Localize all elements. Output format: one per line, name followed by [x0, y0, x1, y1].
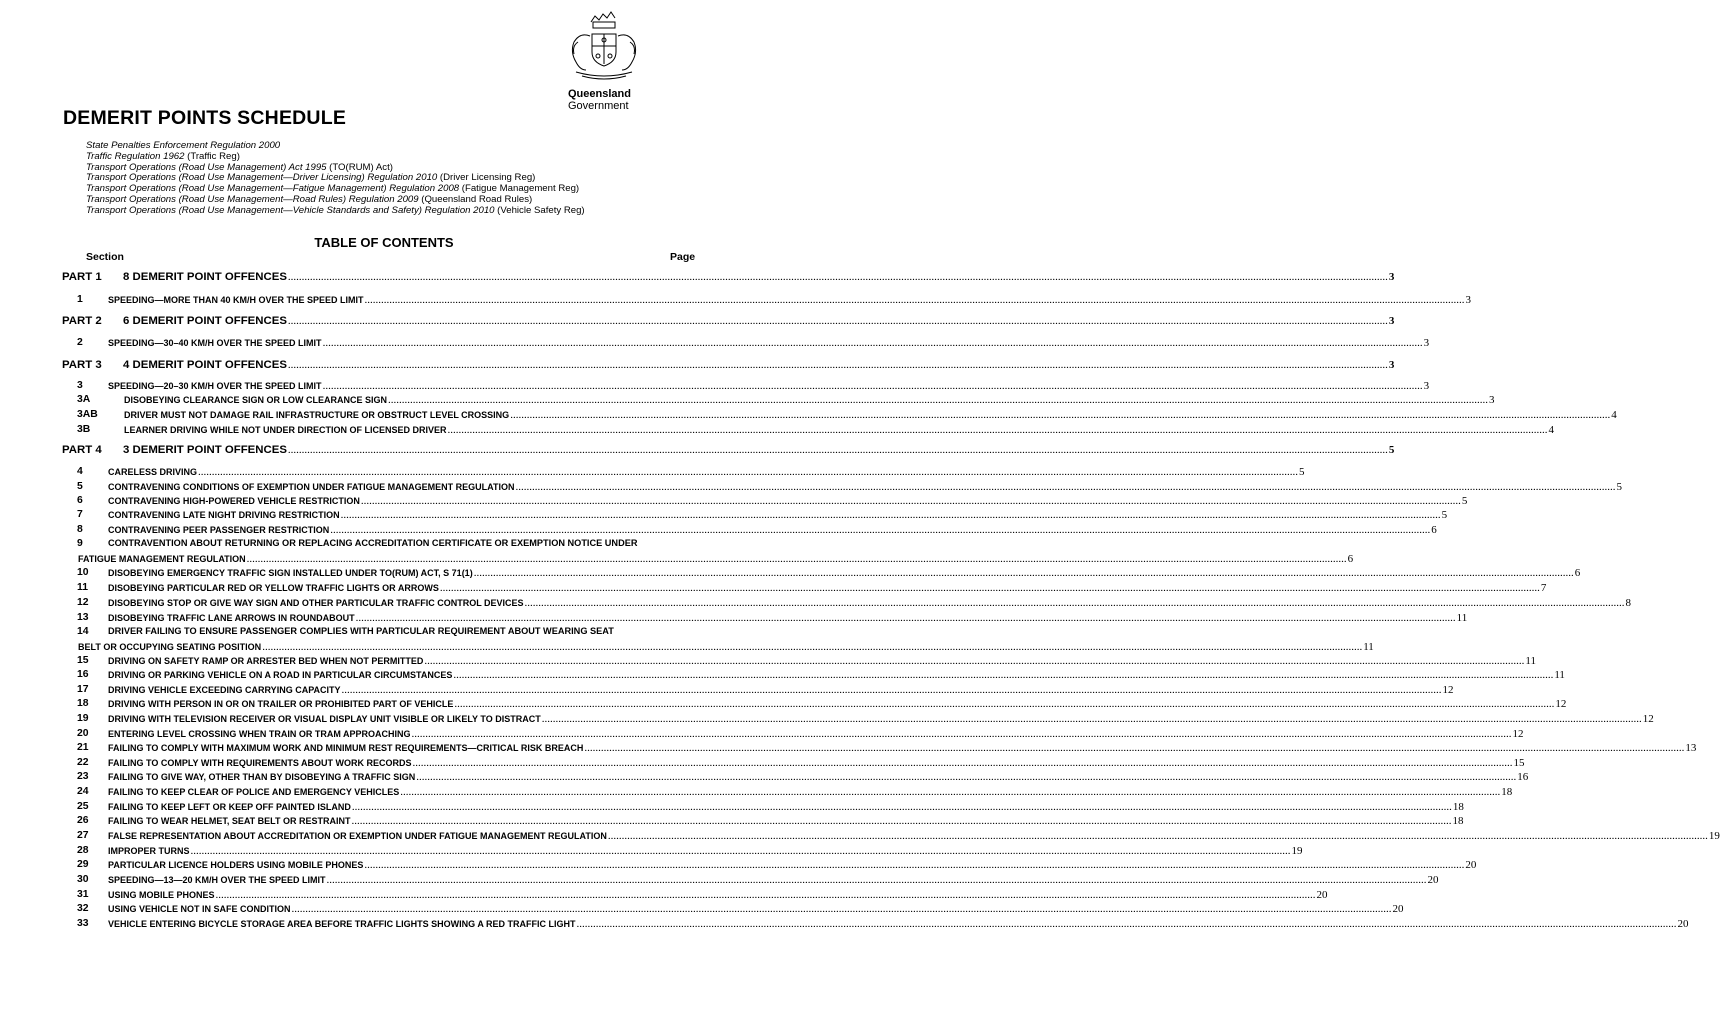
- regulation-title: State Penalties Enforcement Regulation 2000: [86, 140, 281, 151]
- dot-leader: ................................................................................................................................................................................................................................................................................................................................................................................................................: [447, 424, 1548, 436]
- page-number: 5: [1299, 466, 1305, 478]
- section-number: 8: [77, 524, 83, 535]
- page-number: 3: [1423, 380, 1430, 392]
- dot-leader: ................................................................................................................................................................................................................................................................................................................................................................................................................: [411, 728, 1512, 740]
- section-title: SPEEDING—13—20 KM/H OVER THE SPEED LIMIT: [108, 875, 326, 885]
- dot-leader: ................................................................................................................................................................................................................................................................................................................................................................................................................: [524, 597, 1625, 609]
- section-title: SPEEDING—30–40 KM/H OVER THE SPEED LIMIT: [108, 338, 322, 348]
- toc-entry[interactable]: [0, 771, 1529, 785]
- section-number: 2: [77, 337, 83, 348]
- dot-leader: ................................................................................................................................................................................................................................................................................................................................................................................................................: [576, 918, 1677, 930]
- dot-leader: ................................................................................................................................................................................................................................................................................................................................................................................................................: [439, 582, 1540, 594]
- toc-entry[interactable]: [0, 394, 1495, 408]
- toc-entry[interactable]: [0, 337, 1430, 351]
- page-number: 13: [1685, 742, 1697, 754]
- regulation-abbreviation: (Driver Licensing Reg): [437, 172, 536, 184]
- toc-entry[interactable]: [0, 567, 1581, 581]
- toc-entry[interactable]: [0, 495, 1468, 509]
- section-title: DISOBEYING PARTICULAR RED OR YELLOW TRAFFIC LIGHTS OR ARROWS: [108, 583, 439, 593]
- section-title: DRIVING OR PARKING VEHICLE ON A ROAD IN PARTICULAR CIRCUMSTANCES: [108, 670, 453, 680]
- dot-leader: ................................................................................................................................................................................................................................................................................................................................................................................................................: [473, 567, 1574, 579]
- toc-entry[interactable]: [0, 669, 1565, 683]
- page-number: 3: [1388, 271, 1395, 283]
- section-title-continued: BELT OR OCCUPYING SEATING POSITION: [78, 642, 262, 652]
- dot-leader: ................................................................................................................................................................................................................................................................................................................................................................................................................: [340, 509, 1441, 521]
- section-title: FAILING TO COMPLY WITH REQUIREMENTS ABOUT WORK RECORDS: [108, 758, 412, 768]
- section-title: DRIVER FAILING TO ENSURE PASSENGER COMPLIES WITH PARTICULAR REQUIREMENT ABOUT WEARING SEAT: [108, 626, 614, 636]
- section-number: 1: [77, 294, 83, 305]
- section-title: ENTERING LEVEL CROSSING WHEN TRAIN OR TRAM APPROACHING: [108, 729, 411, 739]
- dot-leader: ................................................................................................................................................................................................................................................................................................................................................................................................................: [607, 830, 1708, 842]
- dot-leader: ................................................................................................................................................................................................................................................................................................................................................................................................................: [454, 698, 1555, 710]
- dot-leader: ................................................................................................................................................................................................................................................................................................................................................................................................................: [190, 845, 1291, 857]
- dot-leader: ................................................................................................................................................................................................................................................................................................................................................................................................................: [388, 394, 1489, 406]
- section-number: 23: [77, 771, 89, 782]
- dot-leader: ................................................................................................................................................................................................................................................................................................................................................................................................................: [364, 294, 1465, 306]
- page-number: 18: [1452, 801, 1464, 813]
- section-title: DISOBEYING STOP OR GIVE WAY SIGN AND OTHER PARTICULAR TRAFFIC CONTROL DEVICES: [108, 598, 524, 608]
- section-title: DRIVING WITH PERSON IN OR ON TRAILER OR PROHIBITED PART OF VEHICLE: [108, 699, 454, 709]
- regulation-abbreviation: (Fatigue Management Reg): [459, 183, 580, 195]
- dot-leader: ................................................................................................................................................................................................................................................................................................................................................................................................................: [416, 771, 1517, 783]
- page-number: 6: [1574, 567, 1581, 579]
- part-title: 3 DEMERIT POINT OFFENCES: [123, 444, 287, 456]
- section-title-continued: FATIGUE MANAGEMENT REGULATION: [78, 554, 246, 564]
- page-number: 20: [1427, 874, 1439, 886]
- toc-entry[interactable]: [0, 845, 1303, 859]
- section-number: 33: [77, 918, 89, 929]
- section-number: 18: [77, 698, 89, 709]
- section-number: 15: [77, 655, 89, 666]
- page-number: 4: [1548, 424, 1555, 436]
- toc-entry[interactable]: [0, 698, 1567, 712]
- toc-entry[interactable]: [0, 626, 768, 640]
- section-title: FAILING TO GIVE WAY, OTHER THAN BY DISOBEYING A TRAFFIC SIGN: [108, 772, 416, 782]
- toc-entry[interactable]: [0, 509, 1448, 523]
- toc-entry[interactable]: [0, 538, 768, 552]
- toc-entry[interactable]: [0, 597, 1632, 611]
- section-number: 12: [77, 597, 89, 608]
- toc-entry[interactable]: [0, 786, 1513, 800]
- regulation-title: Transport Operations (Road Use Management—Fatigue Management) Regulation 2008: [86, 183, 460, 195]
- toc-entry[interactable]: [0, 655, 1536, 669]
- page-number: 20: [1316, 889, 1328, 901]
- regulation-title: Transport Operations (Road Use Management—Vehicle Standards and Safety) Regulation 2010: [86, 204, 495, 216]
- dot-leader: ................................................................................................................................................................................................................................................................................................................................................................................................................: [360, 495, 1461, 507]
- section-number: 3A: [77, 394, 91, 405]
- section-title: USING VEHICLE NOT IN SAFE CONDITION: [108, 904, 291, 914]
- section-number: 13: [77, 612, 89, 623]
- page-number: 11: [1363, 641, 1374, 653]
- dot-leader: ................................................................................................................................................................................................................................................................................................................................................................................................................: [326, 874, 1427, 886]
- dot-leader: ................................................................................................................................................................................................................................................................................................................................................................................................................: [322, 380, 1423, 392]
- page-number: 5: [1388, 444, 1395, 456]
- section-number: 26: [77, 815, 89, 826]
- regulation-abbreviation: (TO(RUM) Act): [326, 161, 393, 173]
- toc-entry[interactable]: [0, 466, 1305, 480]
- section-number: 20: [77, 728, 89, 739]
- section-number: 17: [77, 684, 89, 695]
- section-title: SPEEDING—20–30 KM/H OVER THE SPEED LIMIT: [108, 381, 322, 391]
- regulation-title: Transport Operations (Road Use Management—Road Rules) Regulation 2009: [86, 193, 419, 205]
- section-number: 3B: [77, 424, 91, 435]
- page-number: 3: [1423, 337, 1430, 349]
- section-title: DRIVING ON SAFETY RAMP OR ARRESTER BED WHEN NOT PERMITTED: [108, 656, 424, 666]
- section-number: 32: [77, 903, 89, 914]
- section-title: FAILING TO KEEP CLEAR OF POLICE AND EMERGENCY VEHICLES: [108, 787, 400, 797]
- dot-leader: ................................................................................................................................................................................................................................................................................................................................................................................................................: [262, 641, 1363, 653]
- toc-entry[interactable]: [0, 524, 1437, 538]
- toc-entry[interactable]: [0, 684, 1454, 698]
- page-number: 5: [1461, 495, 1468, 507]
- toc-entry-continuation[interactable]: [0, 641, 1374, 655]
- page-number: 16: [1517, 771, 1529, 783]
- toc-title: TABLE OF CONTENTS: [314, 235, 454, 250]
- section-number: 31: [77, 889, 89, 900]
- page-number: 8: [1625, 597, 1632, 609]
- section-number: 16: [77, 669, 89, 680]
- page-number: 20: [1677, 918, 1689, 930]
- section-title: CONTRAVENING LATE NIGHT DRIVING RESTRICTION: [108, 510, 340, 520]
- dot-leader: ................................................................................................................................................................................................................................................................................................................................................................................................................: [412, 757, 1513, 769]
- page-number: 11: [1525, 655, 1536, 667]
- toc-entry[interactable]: [0, 830, 1720, 844]
- section-number: 28: [77, 845, 89, 856]
- dot-leader: ................................................................................................................................................................................................................................................................................................................................................................................................................: [400, 786, 1501, 798]
- section-number: 14: [77, 626, 89, 637]
- regulation-abbreviation: (Queensland Road Rules): [418, 193, 533, 205]
- toc-entry[interactable]: [0, 481, 1623, 495]
- page-number: 3: [1489, 394, 1495, 406]
- section-number: 7: [77, 509, 83, 520]
- coat-of-arms-icon: [556, 12, 646, 90]
- section-title: LEARNER DRIVING WHILE NOT UNDER DIRECTION OF LICENSED DRIVER: [124, 425, 447, 435]
- page-number: 15: [1513, 757, 1525, 769]
- toc-entry[interactable]: [0, 859, 1477, 873]
- section-title: CONTRAVENING HIGH-POWERED VEHICLE RESTRICTION: [108, 496, 360, 506]
- page-number: 19: [1291, 845, 1303, 857]
- section-number: 30: [77, 874, 89, 885]
- part-title: 8 DEMERIT POINT OFFENCES: [123, 271, 287, 283]
- section-title: DRIVING WITH TELEVISION RECEIVER OR VISUAL DISPLAY UNIT VISIBLE OR LIKELY TO DISTRACT: [108, 714, 541, 724]
- dot-leader: ................................................................................................................................................................................................................................................................................................................................................................................................................: [330, 524, 1431, 536]
- dot-leader: ................................................................................................................................................................................................................................................................................................................................................................................................................: [424, 655, 1525, 667]
- dot-leader: ................................................................................................................................................................................................................................................................................................................................................................................................................: [341, 684, 1442, 696]
- page-number: 20: [1465, 859, 1477, 871]
- toc-entry[interactable]: [0, 903, 1404, 917]
- section-title: DISOBEYING TRAFFIC LANE ARROWS IN ROUNDABOUT: [108, 613, 355, 623]
- page-number: 3: [1388, 359, 1395, 371]
- toc-entry[interactable]: [0, 380, 1430, 394]
- section-number: 21: [77, 742, 89, 753]
- toc-section-header: Section: [86, 251, 124, 263]
- toc-entry-continuation[interactable]: [0, 553, 1354, 567]
- section-number: 3AB: [77, 409, 98, 420]
- dot-leader: ................................................................................................................................................................................................................................................................................................................................................................................................................: [515, 481, 1616, 493]
- dot-leader: ................................................................................................................................................................................................................................................................................................................................................................................................................: [510, 409, 1611, 421]
- dot-leader: ................................................................................................................................................................................................................................................................................................................................................................................................................: [453, 669, 1554, 681]
- page-number: 4: [1611, 409, 1617, 421]
- toc-entry[interactable]: [0, 742, 1697, 756]
- toc-entry[interactable]: [0, 713, 1654, 727]
- section-number: 11: [77, 582, 88, 593]
- dot-leader: ................................................................................................................................................................................................................................................................................................................................................................................................................: [291, 903, 1392, 915]
- dot-leader: ................................................................................................................................................................................................................................................................................................................................................................................................................: [364, 859, 1465, 871]
- section-number: 24: [77, 786, 89, 797]
- section-number: 5: [77, 481, 83, 492]
- page-number: 3: [1388, 315, 1395, 327]
- section-number: 4: [77, 466, 83, 477]
- toc-entry[interactable]: [0, 728, 1524, 742]
- dot-leader: ................................................................................................................................................................................................................................................................................................................................................................................................................: [246, 553, 1347, 565]
- government-name: Queensland: [568, 88, 631, 100]
- section-title: FALSE REPRESENTATION ABOUT ACCREDITATION OR EXEMPTION UNDER FATIGUE MANAGEMENT REGULATION: [108, 831, 607, 841]
- section-title: FAILING TO KEEP LEFT OR KEEP OFF PAINTED ISLAND: [108, 802, 351, 812]
- toc-part-heading[interactable]: [0, 359, 1395, 373]
- page-number: 18: [1501, 786, 1513, 798]
- toc-entry[interactable]: [0, 757, 1525, 771]
- section-number: 9: [77, 538, 83, 549]
- regulation-title: Transport Operations (Road Use Management—Driver Licensing) Regulation 2010: [86, 172, 438, 184]
- section-number: 10: [77, 567, 89, 578]
- toc-entry[interactable]: [0, 874, 1439, 888]
- dot-leader: ................................................................................................................................................................................................................................................................................................................................................................................................................: [287, 315, 1388, 327]
- toc-entry[interactable]: [0, 424, 1555, 438]
- dot-leader: ................................................................................................................................................................................................................................................................................................................................................................................................................: [351, 815, 1452, 827]
- page-number: 5: [1441, 509, 1448, 521]
- part-title: 4 DEMERIT POINT OFFENCES: [123, 359, 287, 371]
- dot-leader: ................................................................................................................................................................................................................................................................................................................................................................................................................: [355, 612, 1456, 624]
- section-number: 25: [77, 801, 89, 812]
- part-number: PART 1: [62, 271, 102, 283]
- section-title: CONTRAVENING PEER PASSENGER RESTRICTION: [108, 525, 330, 535]
- toc-entry[interactable]: [0, 815, 1464, 829]
- toc-part-heading[interactable]: [0, 271, 1395, 285]
- toc-part-heading[interactable]: [0, 444, 1395, 458]
- dot-leader: ................................................................................................................................................................................................................................................................................................................................................................................................................: [287, 444, 1388, 456]
- part-number: PART 4: [62, 444, 102, 456]
- page-number: 6: [1347, 553, 1354, 565]
- section-title: CONTRAVENING CONDITIONS OF EXEMPTION UNDER FATIGUE MANAGEMENT REGULATION: [108, 482, 515, 492]
- part-number: PART 3: [62, 359, 102, 371]
- toc-entry[interactable]: [0, 612, 1468, 626]
- dot-leader: ................................................................................................................................................................................................................................................................................................................................................................................................................: [584, 742, 1685, 754]
- section-title: DRIVER MUST NOT DAMAGE RAIL INFRASTRUCTURE OR OBSTRUCT LEVEL CROSSING: [124, 410, 510, 420]
- dot-leader: ................................................................................................................................................................................................................................................................................................................................................................................................................: [215, 889, 1316, 901]
- section-number: 6: [77, 495, 83, 506]
- section-title: USING MOBILE PHONES: [108, 890, 215, 900]
- toc-entry[interactable]: [0, 889, 1328, 903]
- toc-entry[interactable]: [0, 918, 1689, 932]
- regulation-item: [86, 206, 585, 217]
- section-title: IMPROPER TURNS: [108, 846, 190, 856]
- page-number: 5: [1616, 481, 1623, 493]
- section-title: DISOBEYING CLEARANCE SIGN OR LOW CLEARANCE SIGN: [124, 395, 388, 405]
- page-number: 12: [1642, 713, 1654, 725]
- section-title: DISOBEYING EMERGENCY TRAFFIC SIGN INSTALLED UNDER TO(RUM) ACT, S 71(1): [108, 568, 473, 578]
- toc-entry[interactable]: [0, 294, 1472, 308]
- section-title: VEHICLE ENTERING BICYCLE STORAGE AREA BEFORE TRAFFIC LIGHTS SHOWING A RED TRAFFIC LIGHT: [108, 919, 576, 929]
- section-title: CONTRAVENTION ABOUT RETURNING OR REPLACING ACCREDITATION CERTIFICATE OR EXEMPTION NOTICE UNDER: [108, 538, 638, 548]
- dot-leader: ................................................................................................................................................................................................................................................................................................................................................................................................................: [351, 801, 1452, 813]
- section-title: DRIVING VEHICLE EXCEEDING CARRYING CAPACITY: [108, 685, 341, 695]
- section-number: 19: [77, 713, 89, 724]
- section-title: PARTICULAR LICENCE HOLDERS USING MOBILE PHONES: [108, 860, 364, 870]
- toc-entry[interactable]: [0, 582, 1547, 596]
- regulation-abbreviation: (Vehicle Safety Reg): [494, 204, 585, 216]
- page-number: 11: [1456, 612, 1468, 624]
- regulation-title: Transport Operations (Road Use Management) Act 1995: [86, 161, 327, 173]
- regulation-abbreviation: (Traffic Reg): [184, 150, 240, 162]
- toc-entry[interactable]: [0, 409, 1617, 423]
- section-number: 22: [77, 757, 89, 768]
- page-number: 3: [1465, 294, 1472, 306]
- toc-part-heading[interactable]: [0, 315, 1395, 329]
- regulation-title: Traffic Regulation 1962: [86, 150, 185, 162]
- dot-leader: ................................................................................................................................................................................................................................................................................................................................................................................................................: [541, 713, 1642, 725]
- page-number: 11: [1554, 669, 1565, 681]
- page-number: 20: [1392, 903, 1404, 915]
- dot-leader: ................................................................................................................................................................................................................................................................................................................................................................................................................: [287, 359, 1388, 371]
- page-number: 6: [1431, 524, 1437, 536]
- page-number: 7: [1540, 582, 1547, 594]
- page-number: 12: [1555, 698, 1567, 710]
- section-title: CARELESS DRIVING: [108, 467, 198, 477]
- page-number: 12: [1442, 684, 1454, 696]
- dot-leader: ................................................................................................................................................................................................................................................................................................................................................................................................................: [322, 337, 1423, 349]
- page-number: 19: [1708, 830, 1720, 842]
- dot-leader: ................................................................................................................................................................................................................................................................................................................................................................................................................: [198, 466, 1299, 478]
- section-number: 3: [77, 380, 83, 391]
- section-title: FAILING TO COMPLY WITH MAXIMUM WORK AND MINIMUM REST REQUIREMENTS—CRITICAL RISK BREACH: [108, 743, 584, 753]
- part-title: 6 DEMERIT POINT OFFENCES: [123, 315, 287, 327]
- dot-leader: ................................................................................................................................................................................................................................................................................................................................................................................................................: [287, 271, 1388, 283]
- toc-entry[interactable]: [0, 801, 1464, 815]
- toc-page-header: Page: [670, 251, 696, 263]
- government-subtitle: Government: [568, 100, 629, 112]
- regulations-list: [86, 141, 585, 217]
- page-number: 18: [1452, 815, 1464, 827]
- part-number: PART 2: [62, 315, 102, 327]
- page-number: 12: [1512, 728, 1524, 740]
- section-number: 29: [77, 859, 89, 870]
- section-number: 27: [77, 830, 89, 841]
- document-title: DEMERIT POINTS SCHEDULE: [63, 107, 347, 129]
- section-title: FAILING TO WEAR HELMET, SEAT BELT OR RESTRAINT: [108, 816, 351, 826]
- section-title: SPEEDING—MORE THAN 40 KM/H OVER THE SPEED LIMIT: [108, 295, 364, 305]
